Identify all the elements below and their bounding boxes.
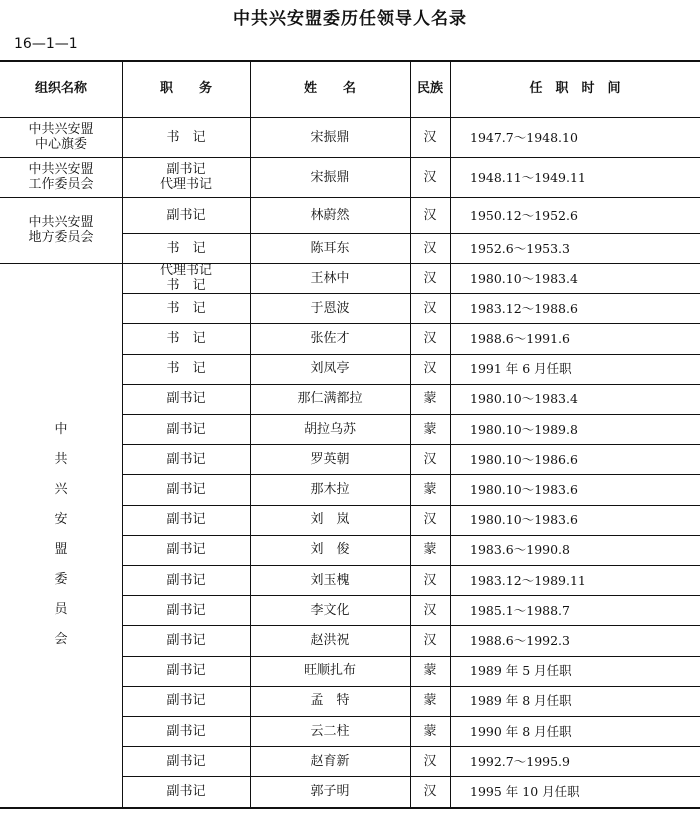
ethnicity-cell: 汉 [423,602,437,618]
position-line: 书 记 [166,278,206,294]
ethnicity-cell: 蒙 [423,421,437,437]
term-cell: 1980.10～1983.4 [470,391,578,407]
header-name: 姓 名 [303,81,356,96]
position-line: 副书记 [166,421,206,437]
name-cell: 胡拉乌苏 [303,421,356,437]
position-line: 书 记 [166,361,206,377]
name-cell: 李文化 [310,602,350,618]
name-cell: 刘 俊 [310,542,350,558]
position-cell [122,595,250,625]
name-cell: 刘 岚 [310,512,350,528]
position-line: 副书记 [166,542,206,558]
name-cell: 旺顺扎布 [303,663,356,679]
org-name-line: 中共兴安盟 [28,122,94,137]
term-cell: 1989 年 5 月任职 [470,663,572,679]
header-ethnicity: 民族 [416,81,443,96]
name-cell: 赵育新 [310,753,350,769]
name-cell: 罗英朝 [310,451,350,467]
org-name-char: 兴 [54,481,68,497]
org-name-line: 中共兴安盟 [28,215,94,230]
document-title: 中共兴安盟委历任领导人名录 [233,9,467,29]
org-name-line: 中心旗委 [34,137,87,152]
term-cell: 1995 年 10 月任职 [470,783,580,799]
position-line: 副书记 [166,783,206,799]
org-name-line: 中共兴安盟 [28,162,94,177]
name-cell: 孟 特 [310,693,350,709]
name-cell: 陈耳东 [310,240,350,256]
position-cell [122,625,250,655]
ethnicity-cell: 蒙 [423,391,437,407]
term-cell: 1980.10～1983.6 [470,481,578,497]
position-line: 副书记 [166,481,206,497]
ethnicity-cell: 汉 [423,572,437,588]
term-cell: 1989 年 8 月任职 [470,693,572,709]
ethnicity-cell: 汉 [423,270,437,286]
ethnicity-cell: 汉 [423,512,437,528]
org-name-cell [0,117,122,157]
ethnicity-cell: 蒙 [423,693,437,709]
position-cell [122,535,250,565]
position-cell [122,565,250,595]
term-cell: 1952.6～1953.3 [470,240,570,256]
term-cell: 1950.12～1952.6 [470,207,578,223]
ethnicity-cell: 汉 [423,330,437,346]
name-cell: 刘凤亭 [310,361,350,377]
position-line: 副书记 [166,572,206,588]
name-cell: 张佐才 [310,330,350,346]
org-name-cell [0,197,122,263]
ethnicity-cell: 蒙 [423,542,437,558]
term-cell: 1948.11～1949.11 [470,169,586,185]
term-cell: 1988.6～1992.3 [470,632,570,648]
org-name-line: 地方委员会 [28,230,94,245]
position-cell [122,293,250,323]
position-line: 书 记 [166,330,206,346]
ethnicity-cell: 汉 [423,361,437,377]
term-cell: 1983.12～1988.6 [470,300,578,316]
position-cell [122,746,250,776]
position-cell [122,444,250,474]
ethnicity-cell: 汉 [423,753,437,769]
position-line: 副书记 [166,451,206,467]
position-line: 副书记 [166,693,206,709]
term-cell: 1947.7～1948.10 [470,129,578,145]
position-cell [122,233,250,263]
position-line: 副书记 [166,391,206,407]
header-position: 职 务 [159,81,212,96]
ethnicity-cell: 蒙 [423,481,437,497]
position-line: 副书记 [166,632,206,648]
ethnicity-cell: 蒙 [423,723,437,739]
org-name-cell [0,157,122,197]
position-cell [122,686,250,716]
table-number: 16—1—1 [14,36,78,52]
position-cell [122,656,250,686]
position-line: 书 记 [166,300,206,316]
term-cell: 1985.1～1988.7 [470,602,570,618]
ethnicity-cell: 蒙 [423,663,437,679]
term-cell: 1980.10～1986.6 [470,451,578,467]
org-name-cell [0,263,122,807]
position-line: 书 记 [166,129,206,145]
org-name-char: 共 [54,451,68,467]
ethnicity-cell: 汉 [423,169,437,185]
name-cell: 刘玉槐 [310,572,350,588]
position-cell [122,117,250,157]
name-cell: 王林中 [310,270,350,286]
name-cell: 郭子明 [310,783,350,799]
name-cell: 宋振鼎 [310,129,350,145]
term-cell: 1980.10～1983.6 [470,512,578,528]
name-cell: 林蔚然 [310,207,350,223]
position-line: 副书记 [166,602,206,618]
position-cell [122,414,250,444]
name-cell: 赵洪祝 [310,632,350,648]
org-name-char: 员 [54,601,68,617]
leaders-table [0,60,700,808]
position-line: 代理书记 [159,263,212,279]
position-cell [122,776,250,806]
org-name-char: 会 [54,631,68,647]
ethnicity-cell: 汉 [423,451,437,467]
org-name-char: 盟 [54,541,68,557]
ethnicity-cell: 汉 [423,783,437,799]
position-line: 副书记 [166,207,206,223]
position-line: 书 记 [166,240,206,256]
ethnicity-cell: 汉 [423,207,437,223]
position-cell [122,474,250,504]
position-line: 副书记 [166,663,206,679]
name-cell: 那仁满都拉 [297,391,363,407]
position-line: 副书记 [166,162,206,177]
position-cell [122,384,250,414]
name-cell: 于恩波 [310,300,350,316]
term-cell: 1980.10～1989.8 [470,421,578,437]
term-cell: 1980.10～1983.4 [470,270,578,286]
position-cell [122,716,250,746]
name-cell: 宋振鼎 [310,169,350,185]
ethnicity-cell: 汉 [423,632,437,648]
position-cell [122,157,250,197]
position-line: 副书记 [166,723,206,739]
name-cell: 那木拉 [310,481,350,497]
ethnicity-cell: 汉 [423,300,437,316]
org-name-char: 委 [54,571,68,587]
org-name-char: 安 [54,511,68,527]
term-cell: 1983.12～1989.11 [470,572,586,588]
term-cell: 1983.6～1990.8 [470,542,570,558]
name-cell: 云二柱 [310,723,350,739]
term-cell: 1991 年 6 月任职 [470,361,572,377]
ethnicity-cell: 汉 [423,129,437,145]
org-name-line: 工作委员会 [28,177,94,192]
header-term: 任 职 时 间 [529,81,621,96]
position-line: 副书记 [166,512,206,528]
position-cell [122,263,250,293]
table-bottom-rule [0,807,700,809]
term-cell: 1990 年 8 月任职 [470,723,572,739]
position-cell [122,505,250,535]
position-line: 代理书记 [159,177,212,192]
ethnicity-cell: 汉 [423,240,437,256]
position-cell [122,197,250,233]
position-cell [122,323,250,353]
position-line: 副书记 [166,753,206,769]
header-org: 组织名称 [34,81,87,96]
term-cell: 1992.7～1995.9 [470,753,570,769]
org-name-char: 中 [54,421,68,437]
position-cell [122,354,250,384]
term-cell: 1988.6～1991.6 [470,330,570,346]
